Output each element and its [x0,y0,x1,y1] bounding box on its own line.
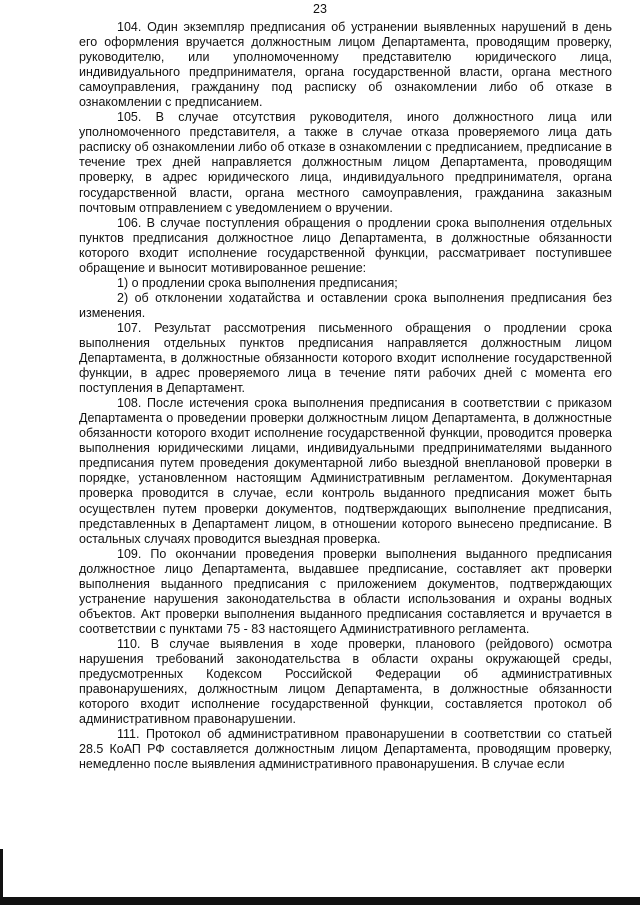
document-body [79,20,612,772]
paragraph-105: 105. В случае отсутствия руководителя, иного должностного лица или уполномоченного представителя, а также в случае отказа проверяемого лица дать расписку об ознакомлении либо об отказе в ознакомлении с предписанием, предписание в течение трех дней направляется должностным лицом Департамента, проводящим проверку, в адрес юридического лица, индивидуального предпринимателя, органа государственной власти, органа местного самоуправления, гражданина заказным почтовым отправлением с уведомлением о вручении. [79,110,612,215]
paragraph-107: 107. Результат рассмотрения письменного обращения о продлении срока выполнения отдельных пунктов предписания направляется должностным лицом Департамента, в должностные обязанности которого входит исполнение государственной функции, в адрес проверяемого лица в течение пяти рабочих дней с момента его поступления в Департамент. [79,320,612,396]
scan-edge-bottom [0,897,640,905]
paragraph-104: 104. Один экземпляр предписания об устранении выявленных нарушений в день его оформления вручается должностным лицом Департамента, проводящим проверку, руководителю, или уполномоченному представителю юридического лица, индивидуального предпринимателя, органа государственной власти, органа местного самоуправления, гражданину под расписку об ознакомлении либо об отказе в ознакомлении с предписанием. [79,20,612,110]
page-number: 23 [313,2,327,16]
paragraph-110: 110. В случае выявления в ходе проверки, планового (рейдового) осмотра нарушения требований законодательства в области охраны окружающей среды, предусмотренных Кодексом Российской Федерации об административных правонарушениях, должностным лицом Департамента, в должностные обязанности которого входит исполнение государственной функции, составляется протокол об административном правонарушении. [79,636,612,727]
paragraph-108: 108. После истечения срока выполнения предписания в соответствии с приказом Департамента о проведении проверки должностным лицом Департамента, в должностные обязанности которого входит исполнение государственной функции, проводится проверка выполнения юридическими лицами, индивидуальными предпринимателями выданного предписания путем проведения документарной либо выездной внеплановой проверки в порядке, установленном настоящим Административным регламентом. Документарная проверка проводится в случае, если контроль выданного предписания может быть осуществлен путем проверки документов, подтверждающих выполнение предписания, представленных в Департамент лицом, в отношении которого вынесено предписание. В остальных случаях проводится выездная проверка. [79,396,612,546]
scan-edge-left [0,849,3,897]
paragraph-111: 111. Протокол об административном правонарушении в соответствии со статьей 28.5 КоАП РФ составляется должностным лицом Департамента, проводящим проверку, немедленно после выявления административного правонарушения. В случае если [79,727,612,772]
list-item-1: 1) о продлении срока выполнения предписания; [117,275,398,290]
paragraph-109: 109. По окончании проведения проверки выполнения выданного предписания должностное лицо Департамента, выдавшее предписание, составляет акт проверки выполнения выданного предписания с приложением документов, подтверждающих устранение нарушения законодательства в области использования и охраны водных объектов. Акт проверки выполнения выданного предписания составляется и вручается в соответствии с пунктами 75 - 83 настоящего Административного регламента. [79,546,612,636]
list-item-2: 2) об отклонении ходатайства и оставлении срока выполнения предписания без изменения. [79,290,612,320]
paragraph-106: 106. В случае поступления обращения о продлении срока выполнения отдельных пунктов предписания должностное лицо Департамента, в должностные обязанности которого входит исполнение государственной функции, рассматривает поступившее обращение и выносит мотивированное решение: [79,215,612,275]
